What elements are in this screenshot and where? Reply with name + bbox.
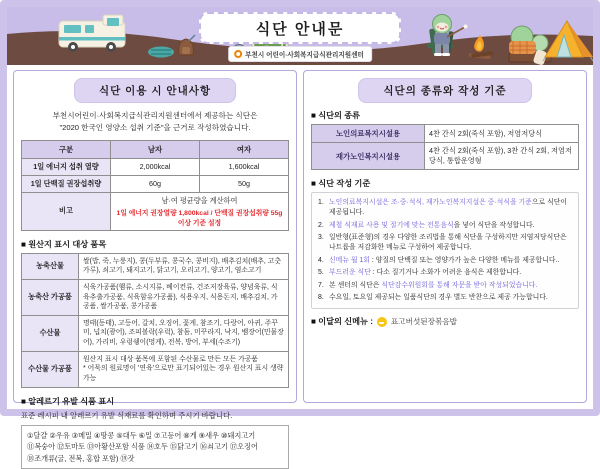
list-item (318, 198, 572, 218)
allergy-line-3: ⑱조개류(굴, 전복, 홍합 포함) ⑲잣 (27, 453, 135, 463)
note-line-2: 1일 에너지 권장열량 1,800kcal / 단백질 권장섭취량 55g 이상 기준 설정 (116, 209, 283, 227)
allergy-line-2: ⑪복숭아 ⑫토마토 ⑬아황산포함 식품 ⑭호두 ⑮닭고기 ⑯쇠고기 ⑰오징어 (27, 442, 258, 452)
item-number: 2. (318, 221, 324, 229)
item-text: 신메뉴 월 1회 : 양질의 단백질 또는 영양가가 높은 다양한 메뉴를 제공합니다.. (329, 256, 560, 264)
type-label: 재가노인복지시설용 (312, 143, 425, 170)
item-number: 3. (318, 234, 324, 241)
nutrition-table (21, 140, 289, 231)
nutrition-header-row (22, 140, 289, 158)
criteria-list (311, 192, 579, 309)
table-row (312, 143, 579, 170)
note-cell (111, 192, 289, 230)
table-row (22, 175, 289, 192)
table-row (22, 279, 289, 315)
type-content: 4찬 간식 2회(죽식 포함), 3찬 간식 2회, 저염저당식, 통합운영형 (425, 143, 579, 170)
item-number: 1. (318, 199, 324, 206)
org-badge (228, 46, 372, 62)
intro-text (21, 110, 289, 134)
table-row-note (22, 192, 289, 230)
allergy-list-box (21, 425, 289, 469)
note-label: 비고 (22, 192, 111, 230)
female-value: 50g (199, 175, 288, 192)
usage-guide-panel (13, 70, 297, 463)
camper-van-icon (59, 15, 125, 52)
table-row (312, 125, 579, 143)
col-header-female: 여자 (199, 140, 288, 158)
item-number: 8. (318, 294, 324, 301)
list-item (318, 221, 572, 231)
table-row (22, 253, 289, 279)
type-label: 노인의료복지시설용 (312, 125, 425, 143)
intro-line-1: 부천시어린이·사회복지급식관리지원센터에서 제공하는 식단은 (52, 111, 258, 120)
col-header-category: 구분 (22, 140, 111, 158)
org-badge-text: 부천시 어린이·사회복지급식관리지원센터 (245, 52, 364, 59)
new-menu-label: ■ 이달의 신메뉴 : (311, 317, 373, 326)
row-label: 1일 에너지 섭취 열량 (22, 158, 111, 175)
new-menu-line (311, 316, 579, 327)
col-header-male: 남자 (111, 140, 200, 158)
criteria-heading: ■ 식단 작성 기준 (311, 179, 371, 188)
item-number: 4. (318, 256, 324, 264)
org-logo-icon (234, 50, 242, 58)
item-number: 5. (318, 269, 324, 276)
list-item (318, 281, 572, 291)
new-menu-value: 표고버섯된장볶음밥 (390, 317, 457, 326)
sleeping-bag-icon (148, 47, 174, 58)
types-heading: ■ 식단의 종류 (311, 111, 361, 120)
page-title-text: 식단 안내문 (255, 20, 345, 38)
allergy-heading: ■ 알레르기 유발 식품 표시 (21, 396, 115, 406)
list-item (318, 293, 572, 303)
origin-content-line-2: * 어묵의 원료명이 '연육'으로만 표기되어있는 경우 원산지 표시 생략 가능 (83, 365, 284, 383)
male-value: 2,000kcal (111, 158, 200, 175)
item-text: 부드러운 식단 : 다소 질기거나 소화가 어려운 음식은 제한합니다. (329, 269, 522, 276)
right-section-title: 식단의 종류와 작성 기준 (358, 78, 531, 103)
type-content: 4찬 간식 2회(죽식 포함), 저염저당식 (425, 125, 579, 143)
item-text: 일반형(표준형)의 경우 다양한 조리법을 통해 식단을 구성하지만 저염저당식단은 나트륨을 저감화한 메뉴로 구성하여 제공합니다. (329, 234, 567, 251)
allergy-description: 표준 레시피 내 알레르기 유발 식재료를 확인하며 주시기 바랍니다. (21, 410, 233, 420)
item-number: 7. (318, 281, 324, 289)
origin-label: 수산물 (22, 315, 79, 351)
origin-content: 명태(동태), 고등어, 갈치, 오징어, 꽃게, 참조기, 다랑어, 아귀, 주꾸미, 넙치(광어), 조피볼락(우럭), 참돔, 미꾸라지, 낙지, 뱀장어(민물장어), 가리비, 우렁쉥이(멍게), 전복, 방어, 부세(수조기) (79, 315, 289, 351)
note-line-1: 남·여 평균량을 계산하여 (161, 195, 238, 205)
origin-table (21, 253, 289, 388)
male-value: 60g (111, 175, 200, 192)
content-columns (7, 65, 593, 463)
origin-label: 수산물 가공품 (22, 351, 79, 387)
origin-heading: ■ 원산지 표시 대상 품목 (21, 239, 107, 249)
origin-content-line-1: 원산지 표시 대상 품목에 포함된 수산물로 만든 모든 가공품 (83, 355, 259, 363)
table-row (22, 315, 289, 351)
origin-content (79, 351, 289, 387)
left-section-title: 식단 이용 시 안내사항 (74, 78, 236, 103)
origin-content: 쌀(밥, 죽, 누룽지), 콩(두부류, 콩국수, 콩비지), 배추김치(배추, 고춧가루), 쇠고기, 돼지고기, 닭고기, 오리고기, 양고기, 염소고기 (79, 253, 289, 279)
female-value: 1,600kcal (199, 158, 288, 175)
table-row (22, 158, 289, 175)
page-title (199, 12, 401, 44)
list-item (318, 233, 572, 253)
item-text: 노인의료복지시설은 조·중·석식, 재가노인복지지설은 중·석식을 기준으로 식단이 제공됩니다. (329, 199, 568, 216)
allergy-line-1: ①달걀 ②우유 ③메밀 ④땅콩 ⑤대두 ⑥밀 ⑦고등어 ⑧게 ⑨새우 ⑩돼지고기 (27, 430, 256, 440)
item-text: 본 센터의 식단은 식단감수위원회를 통해 자문을 받아 작성되었습니다. (329, 281, 538, 289)
item-text: 수요일, 토요일 제공되는 일품식단의 경우 별도 반찬으로 제공 가능합니다. (329, 294, 548, 301)
intro-line-2: "2020 한국인 영양소 섭취 기준"을 근거로 작성하였습니다. (59, 122, 251, 132)
origin-label: 농축산물 (22, 253, 79, 279)
menu-types-table (311, 124, 579, 170)
table-row (22, 351, 289, 387)
origin-content: 식육가공품(햄류, 소시지류, 베이컨류, 건조저장육류, 양념육류, 식육추출가공품, 식육함유가공품), 식용우지, 식용돈지, 배추김치, 가공품, 쌀가공품, 콩가공품 (79, 279, 289, 315)
item-text: 제철 식재료 사용 및 절기에 맞는 전통음식을 넣어 식단을 작성합니다. (329, 221, 535, 229)
list-item (318, 268, 572, 278)
list-item (318, 256, 572, 266)
smiley-icon (377, 317, 387, 327)
header-banner (7, 7, 593, 65)
menu-types-panel (303, 70, 587, 403)
origin-label: 농축산 가공품 (22, 279, 79, 315)
row-label: 1일 단백질 권장섭취량 (22, 175, 111, 192)
